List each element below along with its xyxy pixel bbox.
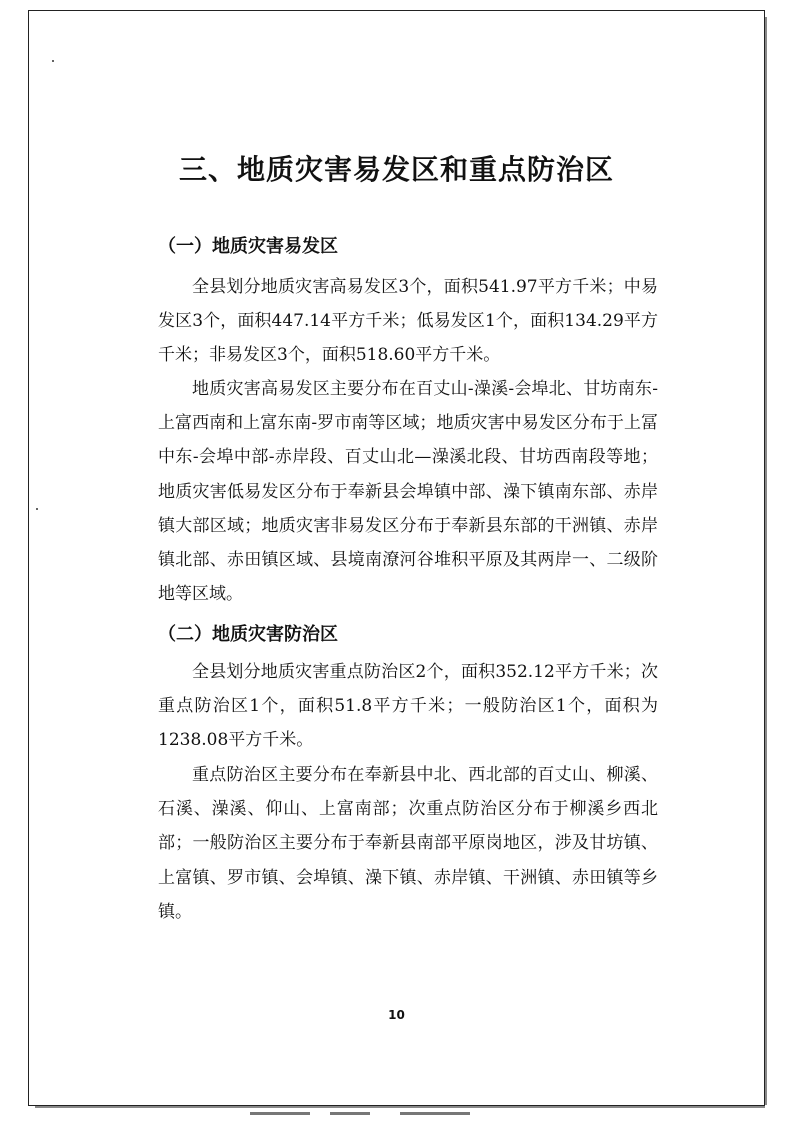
- paragraph-2-2: 重点防治区主要分布在奉新县中北、西北部的百丈山、柳溪、石溪、澡溪、仰山、上富南部；次重点防治区分布于柳溪乡西北部；一般防治区主要分布于奉新县南部平原岗地区，涉及甘坊镇、上富镇、罗市镇、会埠镇、澡下镇、赤岸镇、干洲镇、赤田镇等乡镇。: [158, 765, 658, 922]
- scan-speck: [52, 60, 54, 62]
- scan-speck: [36, 508, 38, 510]
- paragraph-2-1: 全县划分地质灾害重点防治区2个，面积352.12平方千米；次重点防治区1个，面积51.8平方千米；一般防治区1个，面积为1238.08平方千米。: [158, 662, 658, 751]
- scan-artifact: [330, 1112, 370, 1115]
- page-title: 三、地质灾害易发区和重点防治区: [178, 153, 614, 186]
- page-bottom-shadow: [35, 1106, 765, 1108]
- section-heading-2: （二）地质灾害防治区: [158, 624, 338, 645]
- paragraph-1-2: 地质灾害高易发区主要分布在百丈山-澡溪-会埠北、甘坊南东-上富西南和上富东南-罗市南等区域；地质灾害中易发区分布于上冨中东-会埠中部-赤岸段、百丈山北—澡溪北段、甘坊西南段等地；地质灾害低易发区分布于奉新县会埠镇中部、澡下镇南东部、赤岸镇大部区域；地质灾害非易发区分布于奉新县东部的干洲镇、赤岸镇北部、赤田镇区域、县境南潦河谷堆积平原及其两岸一、二级阶地等区域。: [158, 379, 658, 605]
- scan-artifact: [250, 1112, 310, 1115]
- section-heading-1: （一）地质灾害易发区: [158, 236, 338, 257]
- paragraph-1-1: 全县划分地质灾害高易发区3个，面积541.97平方千米；中易发区3个，面积447.14平方千米；低易发区1个，面积134.29平方千米；非易发区3个，面积518.60平方千米。: [158, 277, 658, 366]
- page-number: 10: [388, 1008, 405, 1022]
- scan-artifact: [400, 1112, 470, 1115]
